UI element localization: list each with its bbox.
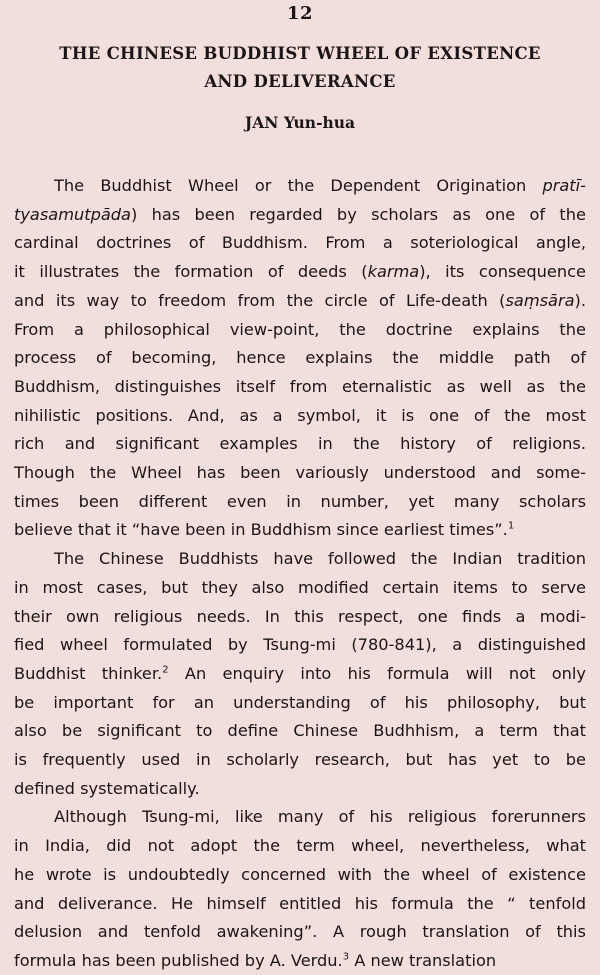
text-line xyxy=(14,689,586,717)
text-line xyxy=(14,287,586,315)
text-line xyxy=(14,631,586,659)
footnote-marker: 1 xyxy=(507,521,515,532)
text-line xyxy=(14,890,586,918)
text-run: Buddhism, distinguishes itself from eternalistic as well as the xyxy=(14,376,586,396)
text-run: it illustrates the formation of deeds ( xyxy=(14,262,368,282)
text-run: Buddhist thinker. xyxy=(14,663,163,683)
text-line xyxy=(14,832,586,860)
text-run: rich and significant examples in the history of religions. xyxy=(14,434,586,454)
text-line xyxy=(14,603,586,631)
footnote-marker: 2 xyxy=(162,664,169,676)
text-line xyxy=(14,258,586,286)
text-run: and its way to freedom from the circle of Life-death ( xyxy=(14,290,506,310)
text-run: be important for an understanding of his philosophy, but xyxy=(14,692,586,712)
text-run: Although Tsung-mi, like many of his religious forerunners xyxy=(54,807,586,827)
text-run: believe that it “have been in Buddhism since earliest times”. xyxy=(14,520,508,540)
text-line xyxy=(54,803,586,831)
text-run: in India, did not adopt the term wheel, nevertheless, what xyxy=(14,836,586,856)
text-run: is frequently used in scholarly research, but has yet to be xyxy=(14,750,586,769)
text-run: he wrote is undoubtedly concerned with the wheel of existence xyxy=(14,864,586,884)
text-line xyxy=(14,344,586,372)
text-line xyxy=(14,430,586,458)
text-line xyxy=(14,516,586,544)
text-run: delusion and tenfold awakening”. A rough translation of this xyxy=(14,922,586,942)
text-run: in most cases, but they also modified certain items to serve xyxy=(14,577,586,597)
text-line xyxy=(14,488,586,516)
text-line xyxy=(14,918,586,946)
text-line xyxy=(14,459,586,487)
text-run: fied wheel formulated by Tsung-mi (780-841), a distinguished xyxy=(14,635,586,655)
text-line xyxy=(14,746,586,774)
text-run: From a philosophical view-point, the doctrine explains the xyxy=(14,319,586,339)
text-line xyxy=(14,947,586,975)
text-line xyxy=(14,201,586,229)
article-title-line-2: AND DELIVERANCE xyxy=(204,72,396,91)
text-line xyxy=(14,717,586,745)
text-run: ), its consequence xyxy=(419,262,586,282)
text-line xyxy=(14,316,586,344)
text-run: times been different even in number, yet many scholars xyxy=(14,491,586,511)
text-run: their own religious needs. In this respect, one finds a modi- xyxy=(14,606,586,626)
text-line xyxy=(14,373,586,401)
text-line xyxy=(54,545,586,573)
italic-term: pratī- xyxy=(542,176,586,195)
text-run: cardinal doctrines of Buddhism. From a soteriological angle, xyxy=(14,233,586,253)
text-line xyxy=(14,775,586,803)
text-line xyxy=(14,402,586,430)
page-number: 12 xyxy=(286,3,314,24)
text-run: defined systematically. xyxy=(14,778,200,798)
text-run: The Buddhist Wheel or the Dependent Origination xyxy=(54,176,543,195)
italic-term: tyasamutpāda xyxy=(14,204,131,224)
text-run: ). xyxy=(574,290,586,310)
text-line xyxy=(54,172,586,200)
author-name: JAN Yun-hua xyxy=(244,113,356,132)
article-title xyxy=(0,40,600,96)
footnote-marker: 3 xyxy=(342,951,350,963)
text-run: also be significant to define Chinese Budhhism, a term that xyxy=(14,721,586,741)
text-line xyxy=(14,660,586,688)
text-run: nihilistic positions. And, as a symbol, it is one of the most xyxy=(14,405,586,425)
text-run: A new translation xyxy=(349,950,497,970)
italic-term: karma xyxy=(367,262,420,282)
text-run: Though the Wheel has been variously understood and some- xyxy=(14,463,586,482)
text-line xyxy=(14,861,586,889)
text-line xyxy=(14,574,586,602)
text-run: The Chinese Buddhists have followed the Indian tradition xyxy=(54,549,586,569)
text-line xyxy=(14,229,586,257)
italic-term: saṃsāra xyxy=(505,290,575,310)
text-run: and deliverance. He himself entitled his formula the “ tenfold xyxy=(14,893,586,913)
text-run: formula has been published by A. Verdu. xyxy=(14,950,343,970)
text-run: ) has been regarded by scholars as one of the xyxy=(130,204,586,224)
text-run: An enquiry into his formula will not only xyxy=(168,663,586,683)
text-run: process of becoming, hence explains the middle path of xyxy=(14,348,586,368)
article-title-line-1: THE CHINESE BUDDHIST WHEEL OF EXISTENCE xyxy=(59,44,541,63)
